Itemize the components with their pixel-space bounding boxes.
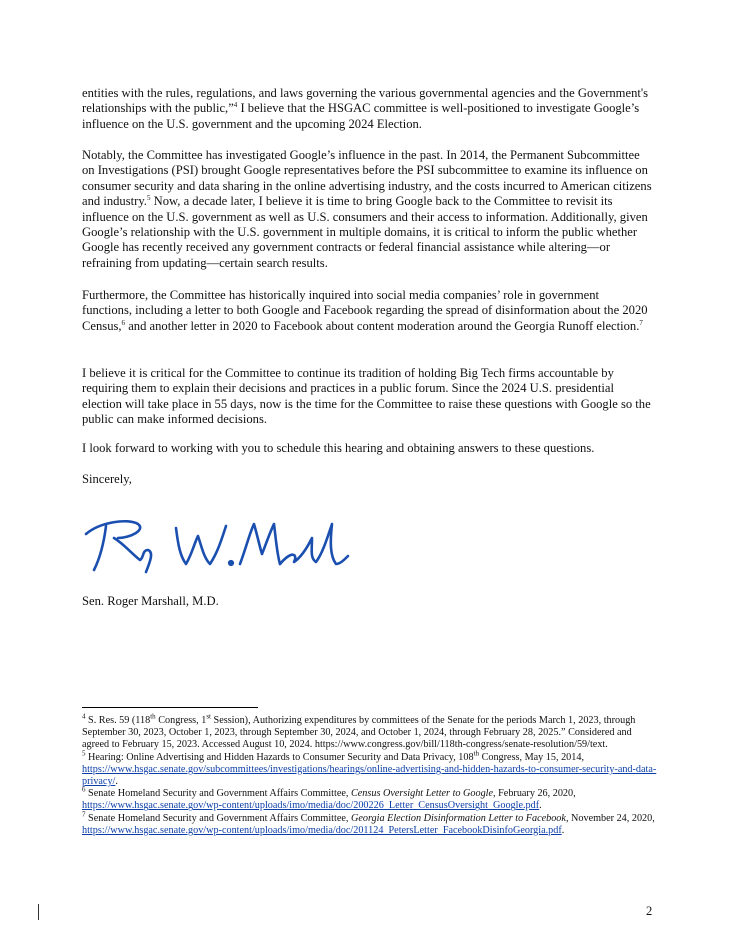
ordinal-suffix: th [473,749,480,758]
footnote-text: Senate Homeland Security and Government Affairs Committee, [85,812,351,824]
paragraph-text: and another letter in 2020 to Facebook about content moderation around the Georgia Runoff election. [125,318,640,333]
footnote-number: 4 [82,712,86,721]
footnote-5 [82,749,657,789]
footnote-title: Census Oversight Letter to Google [350,788,494,800]
paragraph-text: I look forward to working with you to schedule this hearing and obtaining answers to these questions. [82,441,595,455]
signer-name: Sen. Roger Marshall, M.D. [82,594,219,608]
closing-salutation [82,472,652,487]
footnotes [82,712,657,837]
footnote-title: Georgia Election Disinformation Letter to Facebook [350,812,566,824]
footnote-6 [82,785,657,812]
paragraph-text: I believe it is critical for the Committee to continue its tradition of holding Big Tech firms accountable by requiring them to explain their decisions and practices in a public forum. Since the 2024 U.S. presidential election will take place in 55 days, now is the time for the Committee to raise these questions with Google so the public can make informed decisions. [82,366,651,427]
paragraph-text: Furthermore, the Committee has historically inquired into social media companies’ role in government functions, including a letter to both Google and Facebook regarding the spread of disinformation about the 2020 Census, [82,288,648,333]
footnote-text: Session), Authorizing expenditures by committees of the Senate for the periods March 1, 2023, through September 30, 2023, October 1, 2023, through September 30, 2024, and October 1, 2024, through February 28, 2025.” Considered and agreed to February 15, 2023. Accessed August 10, 2024. https://www.congress.gov/bill/118th-congress/senate-resolution/59/text. [82,715,636,751]
paragraph-text: Notably, the Committee has investigated Google’s influence in the past. In 2014, the Permanent Subcommittee on Investigations (PSI) brought Google representatives before the PSI subcommittee to examine its influence on consumer security and data sharing in the online advertising industry, and the costs incurred to American citizens and industry. [82,148,652,209]
footnote-text: Senate Homeland Security and Government Affairs Committee, [85,788,351,800]
paragraph-look-forward [82,441,652,456]
paragraph-big-tech-accountability [82,366,652,428]
footnote-5-link[interactable]: https://www.hsgac.senate.gov/subcommittees/investigations/hearings/online-advertising-and-hidden-hazards-to-consumer-security-and-data-privacy/ [82,763,657,788]
footnote-ref-4: 4 [233,101,238,110]
footnote-text: . [115,776,118,788]
footnote-text: S. Res. 59 (118 [85,715,151,726]
ordinal-suffix: st [206,712,211,721]
page-number: 2 [646,904,653,918]
paragraph-text: I believe that the HSGAC committee is well-positioned to investigate Google’s influence on the U.S. government and the upcoming 2024 Election. [82,101,640,131]
footnote-number: 7 [82,810,86,819]
footnote-text: . [539,800,542,812]
footnote-7-link[interactable]: https://www.hsgac.senate.gov/wp-content/uploads/imo/media/doc/201124_PetersLetter_FacebookDisinfoGeorgia.pdf [82,824,562,836]
text-cursor [38,904,39,920]
footnote-ref-6: 6 [121,318,126,327]
footnote-text: . [561,824,565,836]
footnote-6-link[interactable]: https://www.hsgac.senate.gov/wp-content/uploads/imo/media/doc/200226_Letter_CensusOversight_Google.pdf [82,800,540,812]
footnote-number: 5 [82,749,86,758]
footnote-separator [82,707,258,708]
footnote-text: Hearing: Online Advertising and Hidden Hazards to Consumer Security and Data Privacy, 108 [85,751,474,763]
paragraph-social-media-inquiries [82,288,652,334]
footnote-text: , November 24, 2020, [565,812,655,824]
footnote-text: Congress, 1 [155,715,207,726]
paragraph-text: Now, a decade later, I believe it is time to bring Google back to the Committee to revisit its influence on the U.S. government as well as U.S. consumers and their access to information. Additionally, given Google’s relationship with the U.S. government in multiple domains, it is critical to inform the public whether Google has recently received any government contracts or federal financial assistance while altering—or refraining from updating—certain search results. [82,194,648,270]
paragraph-hsgac-positioned [82,86,652,132]
footnote-ref-5: 5 [146,194,151,203]
handwritten-signature [80,514,350,576]
footnote-ref-7: 7 [639,318,643,327]
footnote-number: 6 [82,785,86,794]
paragraph-text: entities with the rules, regulations, and laws governing the various governmental agencies and the Government's relationships with the public,” [82,86,649,116]
footnote-text: Congress, May 15, 2014, [479,751,585,763]
ordinal-suffix: th [150,712,156,721]
paragraph-committee-history [82,148,652,271]
footnote-text: , February 26, 2020, [493,788,576,800]
closing-text: Sincerely, [82,472,132,486]
footnote-7 [82,810,657,837]
footnote-4 [82,712,657,752]
